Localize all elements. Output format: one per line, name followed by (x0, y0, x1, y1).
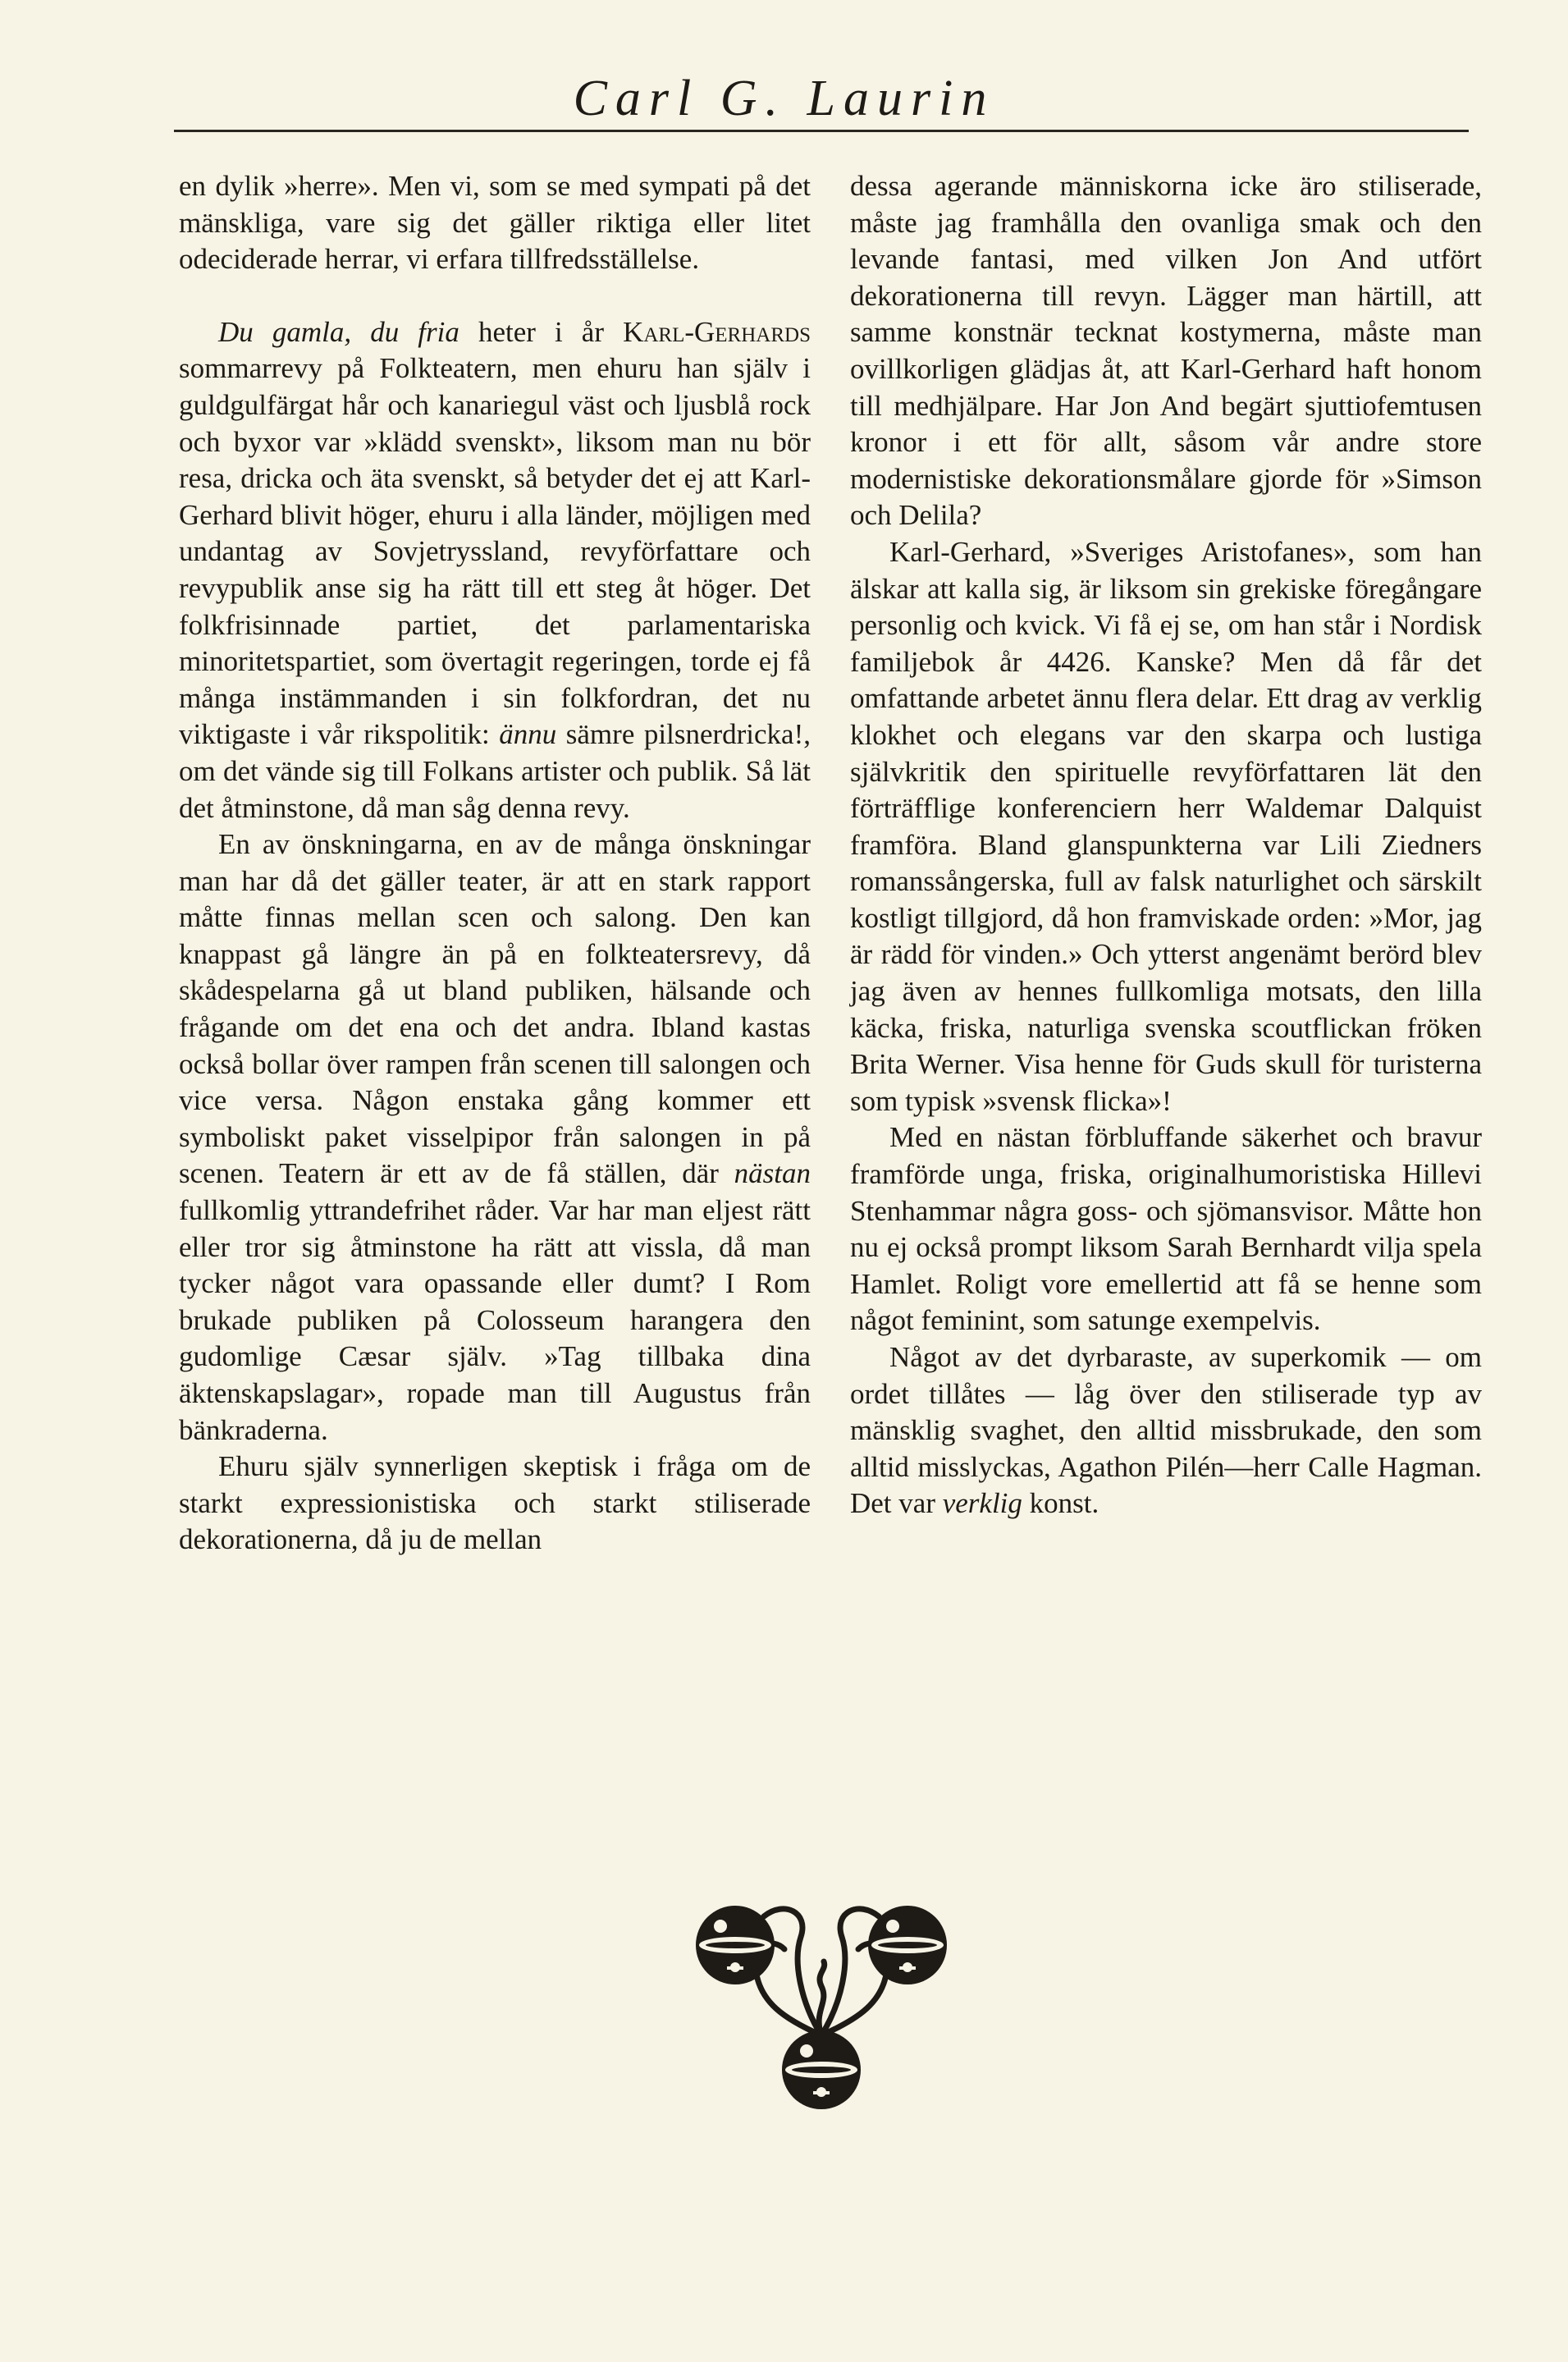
running-header: Carl G. Laurin (573, 71, 995, 126)
bell-right (868, 1906, 947, 1984)
paragraph: Något av det dyrbaraste, av superkomik — om ordet tillåtes — låg över den stiliserade typ av mänsklig svaghet, den alltid missbrukade, den som alltid misslyckas, Agathon Pilén—herr Calle Hagman. Det var verklig konst. (850, 1341, 1482, 1520)
bell-left (696, 1906, 775, 1984)
right-column (850, 168, 1482, 1522)
paragraph: Karl-Gerhard, »Sveriges Aristofanes», som han älskar att kalla sig, är liksom sin grekiske föregångare personlig och kvick. Vi få ej se, om han står i Nordisk familjebok år 4426. Kanske? Men då får det omfattande arbetet ännu flera delar. Ett drag av verklig klokhet och elegans var den skarpa och lustiga självkritik den spirituelle revyförfattaren lät den förträfflige konferenciern herr Waldemar Dalquist framföra. Bland glanspunkterna var Lili Ziedners romanssångerska, full av falsk naturlighet och särskilt kostligt tillgjord, då hon framviskade orden: »Mor, jag är rädd för vinden.» Och ytterst angenämt berörd blev jag även av hennes fullkomliga motsats, den lilla käcka, friska, naturliga svenska scoutflickan fröken Brita Werner. Visa henne för Guds skull för turisterna som typisk »svensk flicka»! (850, 535, 1482, 1117)
paragraph: Ehuru själv synnerligen skeptisk i fråga om de starkt expressionistiska och starkt stiliserade dekorationerna, då ju de mellan (179, 1450, 811, 1556)
header-rule (174, 130, 1469, 132)
jester-bells-icon (678, 1879, 965, 2117)
paragraph: Med en nästan förbluffande säkerhet och bravur framförde unga, friska, originalhumoristiska Hillevi Stenhammar några goss- och sjömansvisor. Måtte hon nu ej också prompt liksom Sarah Bernhardt vilja spela Hamlet. Roligt vore emellertid att få se henne som något feminint, som satunge exempelvis. (850, 1121, 1482, 1337)
paragraph: Du gamla, du fria heter i år Karl-Gerhards sommarrevy på Folkteatern, men ehuru han själv i guldgulfärgat hår och kanariegul väst och ljusblå rock och byxor var »klädd svenskt», liksom man nu bör resa, dricka och äta svenskt, så betyder det ej att Karl-Gerhard blivit höger, ehuru i alla länder, möjligen med undantag av Sovjetryssland, revyförfattare och revypublik anse sig ha rätt till ett steg åt höger. Det folkfrisinnade partiet, det parlamentariska minoritetspartiet, som övertagit regeringen, torde ej få många instämmanden i sin folkfordran, det nu viktigaste i vår rikspolitik: ännu sämre pilsnerdricka!, om det vände sig till Folkans artister och publik. Så lät det åtminstone, då man såg denna revy. (179, 315, 811, 824)
bell-bottom (782, 2030, 861, 2109)
author-name: Karl-Gerhards (623, 315, 811, 348)
paragraph: En av önskningarna, en av de många önskningar man har då det gäller teater, är att en stark rapport måtte finnas mellan scen och salong. Den kan knappast gå längre än på en folkteatersrevy, då skådespelarna gå ut bland publiken, hälsande och frågande om det ena och det andra. Ibland kastas också bollar över rampen från scenen till salongen och vice versa. Någon enstaka gång kommer ett symboliskt paket visselpipor från salongen in på scenen. Teatern är ett av de få ställen, där nästan fullkomlig yttrandefrihet råder. Var har man eljest rätt eller tror sig åtminstone ha rätt att vissla, då man tycker något vara opassande eller dumt? I Rom brukade publiken på Colosseum harangera den gudomlige Cæsar själv. »Tag tillbaka dina äktenskapslagar», ropade man till Augustus från bänkraderna. (179, 828, 811, 1446)
revue-title: Du gamla, du fria (218, 315, 459, 348)
paragraph: en dylik »herre». Men vi, som se med sympati på det mänskliga, vare sig det gäller riktiga eller litet odeciderade herrar, vi erfara tillfredsställelse. (179, 170, 811, 276)
left-column (179, 168, 811, 1559)
paragraph: dessa agerande människorna icke äro stiliserade, måste jag framhålla den ovanliga smak och den levande fantasi, med vilken Jon And utfört dekorationerna till revyn. Lägger man härtill, att samme konstnär tecknat kostymerna, måste man ovillkorligen glädjas åt, att Karl-Gerhard haft honom till medhjälpare. Har Jon And begärt sjuttiofemtusen kronor i ett för allt, såsom vår andre store modernistiske dekorationsmålare gjorde för »Simson och Delila? (850, 170, 1482, 532)
